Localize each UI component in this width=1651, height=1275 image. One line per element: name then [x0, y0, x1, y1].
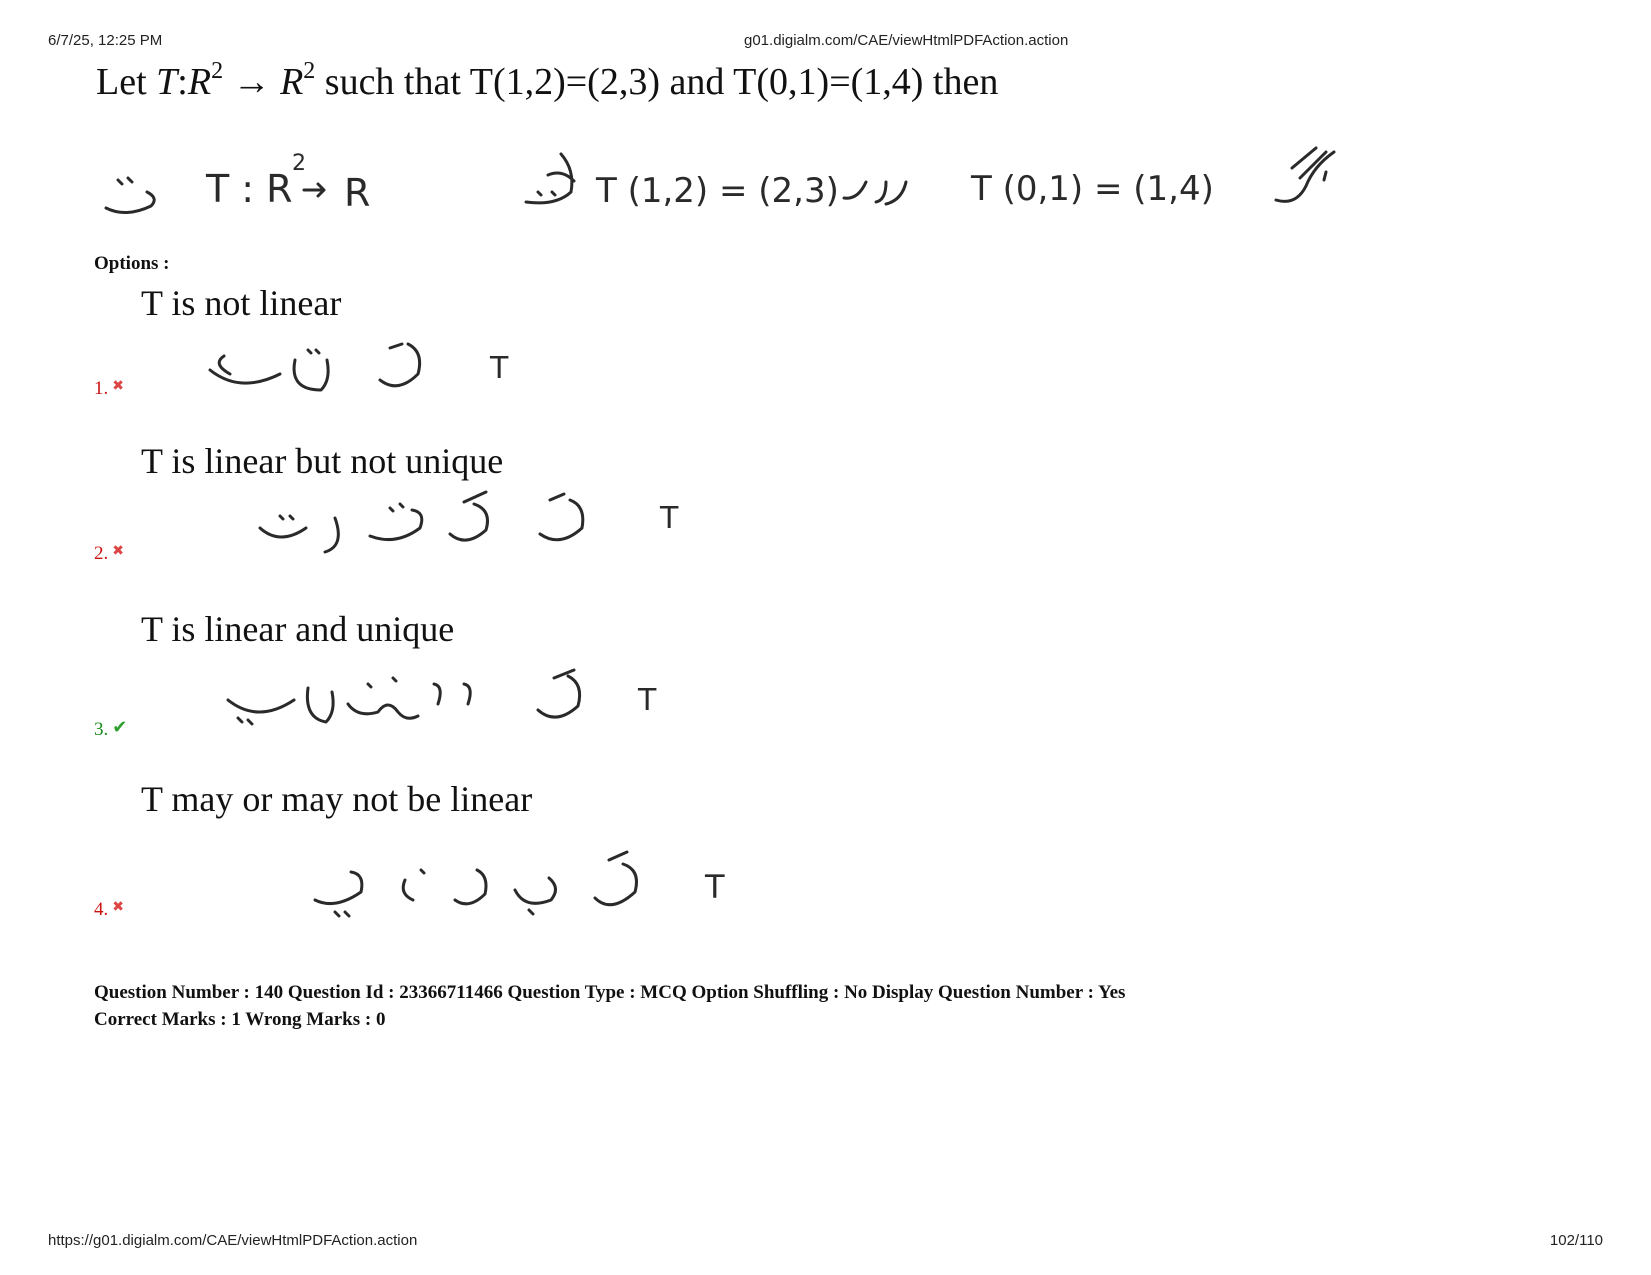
hand-condition-2: T (0,1) = (1,4)	[971, 169, 1214, 209]
option-4-handwritten-urdu-image	[305, 850, 765, 930]
option-4-text: T may or may not be linear	[141, 779, 533, 819]
option-2-number	[94, 543, 124, 565]
hand-map: T : R	[206, 167, 293, 211]
option-4-number-label: 4.	[94, 899, 109, 920]
print-footer-url: https://g01.digialm.com/CAE/viewHtmlPDFAction.action	[48, 1232, 418, 1249]
option-2-text: T is linear but not unique	[141, 441, 504, 481]
question-domain-exp: 2	[211, 58, 224, 84]
wrong-mark-icon: ✖	[112, 379, 124, 394]
option-2-number-label: 2.	[94, 543, 109, 564]
hand-codomain: R	[344, 171, 371, 215]
question-arrow: →	[232, 61, 271, 103]
question-prefix: Let	[96, 61, 147, 103]
option-1-handwritten-urdu-image	[200, 330, 540, 410]
question-domain: R	[187, 61, 212, 103]
wrong-mark-icon: ✖	[112, 900, 124, 915]
option-4-number	[94, 899, 124, 921]
options-label: Options :	[94, 253, 170, 274]
option-3-hand-T: T	[638, 683, 657, 718]
question-codomain: R	[280, 61, 304, 103]
question-text	[96, 60, 998, 104]
hand-exp: 2	[292, 151, 306, 176]
option-1-hand-T: T	[490, 351, 509, 386]
question-map-T: T	[156, 61, 178, 103]
option-3-handwritten-urdu-image	[218, 664, 688, 744]
option-1-number-label: 1.	[94, 378, 109, 399]
hand-condition-1: T (1,2) = (2,3)	[596, 171, 839, 211]
question-colon: :	[177, 61, 188, 103]
print-header-url: g01.digialm.com/CAE/viewHtmlPDFAction.action	[744, 32, 1069, 49]
option-3-text: T is linear and unique	[141, 609, 455, 649]
question-meta-line-2: Correct Marks : 1 Wrong Marks : 0	[94, 1009, 386, 1030]
question-handwritten-urdu-image	[96, 120, 1416, 235]
print-datetime: 6/7/25, 12:25 PM	[48, 32, 163, 49]
wrong-mark-icon: ✖	[112, 544, 124, 559]
option-1-text: T is not linear	[141, 283, 342, 323]
question-codomain-exp: 2	[303, 58, 316, 84]
question-meta-line-1: Question Number : 140 Question Id : 23366711466 Question Type : MCQ Option Shuffling : No Display Question Number : Yes	[94, 982, 1126, 1003]
option-4-hand-T: T	[705, 868, 725, 906]
page-number: 102/110	[1549, 1232, 1603, 1249]
option-3-number-label: 3.	[94, 719, 109, 740]
question-conditions: such that T(1,2)=(2,3) and T(0,1)=(1,4) then	[324, 61, 999, 103]
option-2-hand-T: T	[660, 501, 679, 536]
correct-check-icon: ✔	[112, 717, 128, 737]
option-3-number	[94, 717, 127, 741]
option-1-number	[94, 378, 124, 400]
option-2-handwritten-urdu-image	[250, 488, 700, 568]
